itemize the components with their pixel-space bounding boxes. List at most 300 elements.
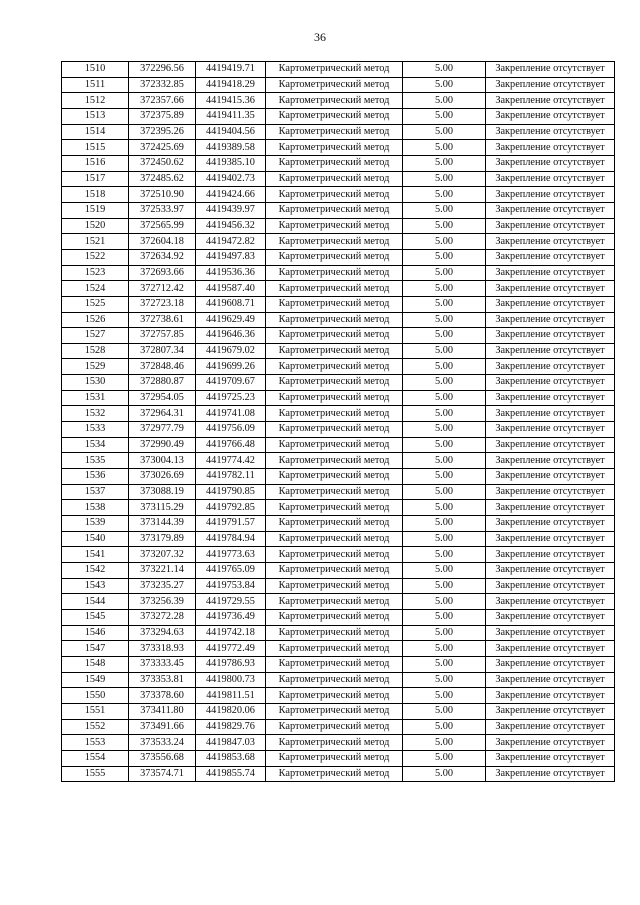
method-cell: Картометрический метод (266, 641, 403, 657)
point-number-cell: 1542 (62, 563, 129, 579)
y-coordinate-cell: 4419418.29 (196, 77, 266, 93)
point-number-cell: 1512 (62, 93, 129, 109)
table-row (62, 343, 615, 359)
accuracy-cell: 5.00 (403, 422, 486, 438)
accuracy-cell: 5.00 (403, 719, 486, 735)
accuracy-cell: 5.00 (403, 672, 486, 688)
point-number-cell: 1540 (62, 531, 129, 547)
method-cell: Картометрический метод (266, 281, 403, 297)
x-coordinate-cell: 373294.63 (129, 625, 196, 641)
method-cell: Картометрический метод (266, 265, 403, 281)
fixation-cell: Закрепление отсутствует (486, 547, 615, 563)
table-row (62, 735, 615, 751)
method-cell: Картометрический метод (266, 93, 403, 109)
accuracy-cell: 5.00 (403, 375, 486, 391)
table-row (62, 453, 615, 469)
point-number-cell: 1516 (62, 155, 129, 171)
method-cell: Картометрический метод (266, 202, 403, 218)
method-cell: Картометрический метод (266, 516, 403, 532)
fixation-cell: Закрепление отсутствует (486, 187, 615, 203)
fixation-cell: Закрепление отсутствует (486, 750, 615, 766)
x-coordinate-cell: 372357.66 (129, 93, 196, 109)
table-row (62, 641, 615, 657)
fixation-cell: Закрепление отсутствует (486, 719, 615, 735)
fixation-cell: Закрепление отсутствует (486, 484, 615, 500)
table-row (62, 296, 615, 312)
point-number-cell: 1550 (62, 688, 129, 704)
x-coordinate-cell: 373207.32 (129, 547, 196, 563)
method-cell: Картометрический метод (266, 155, 403, 171)
point-number-cell: 1529 (62, 359, 129, 375)
y-coordinate-cell: 4419786.93 (196, 656, 266, 672)
point-number-cell: 1526 (62, 312, 129, 328)
method-cell: Картометрический метод (266, 531, 403, 547)
table-row (62, 328, 615, 344)
method-cell: Картометрический метод (266, 688, 403, 704)
accuracy-cell: 5.00 (403, 359, 486, 375)
table-row (62, 93, 615, 109)
y-coordinate-cell: 4419536.36 (196, 265, 266, 281)
y-coordinate-cell: 4419419.71 (196, 62, 266, 78)
accuracy-cell: 5.00 (403, 656, 486, 672)
fixation-cell: Закрепление отсутствует (486, 62, 615, 78)
x-coordinate-cell: 372485.62 (129, 171, 196, 187)
table-row (62, 62, 615, 78)
point-number-cell: 1548 (62, 656, 129, 672)
table-row (62, 77, 615, 93)
accuracy-cell: 5.00 (403, 750, 486, 766)
method-cell: Картометрический метод (266, 484, 403, 500)
method-cell: Картометрический метод (266, 296, 403, 312)
fixation-cell: Закрепление отсутствует (486, 234, 615, 250)
table-row (62, 625, 615, 641)
accuracy-cell: 5.00 (403, 703, 486, 719)
y-coordinate-cell: 4419497.83 (196, 249, 266, 265)
y-coordinate-cell: 4419756.09 (196, 422, 266, 438)
method-cell: Картометрический метод (266, 343, 403, 359)
y-coordinate-cell: 4419385.10 (196, 155, 266, 171)
point-number-cell: 1543 (62, 578, 129, 594)
method-cell: Картометрический метод (266, 469, 403, 485)
y-coordinate-cell: 4419736.49 (196, 609, 266, 625)
accuracy-cell: 5.00 (403, 328, 486, 344)
method-cell: Картометрический метод (266, 500, 403, 516)
y-coordinate-cell: 4419784.94 (196, 531, 266, 547)
method-cell: Картометрический метод (266, 719, 403, 735)
x-coordinate-cell: 372450.62 (129, 155, 196, 171)
point-number-cell: 1541 (62, 547, 129, 563)
fixation-cell: Закрепление отсутствует (486, 453, 615, 469)
fixation-cell: Закрепление отсутствует (486, 249, 615, 265)
method-cell: Картометрический метод (266, 422, 403, 438)
x-coordinate-cell: 372375.89 (129, 108, 196, 124)
table-row (62, 688, 615, 704)
method-cell: Картометрический метод (266, 359, 403, 375)
y-coordinate-cell: 4419855.74 (196, 766, 266, 782)
table-row (62, 155, 615, 171)
method-cell: Картометрический метод (266, 140, 403, 156)
x-coordinate-cell: 372425.69 (129, 140, 196, 156)
table-row (62, 281, 615, 297)
method-cell: Картометрический метод (266, 77, 403, 93)
method-cell: Картометрический метод (266, 390, 403, 406)
fixation-cell: Закрепление отсутствует (486, 735, 615, 751)
point-number-cell: 1521 (62, 234, 129, 250)
x-coordinate-cell: 373115.29 (129, 500, 196, 516)
fixation-cell: Закрепление отсутствует (486, 594, 615, 610)
table-row (62, 578, 615, 594)
point-number-cell: 1515 (62, 140, 129, 156)
x-coordinate-cell: 372510.90 (129, 187, 196, 203)
fixation-cell: Закрепление отсутствует (486, 672, 615, 688)
fixation-cell: Закрепление отсутствует (486, 265, 615, 281)
method-cell: Картометрический метод (266, 453, 403, 469)
method-cell: Картометрический метод (266, 703, 403, 719)
y-coordinate-cell: 4419424.66 (196, 187, 266, 203)
table-row (62, 703, 615, 719)
x-coordinate-cell: 373144.39 (129, 516, 196, 532)
y-coordinate-cell: 4419646.36 (196, 328, 266, 344)
method-cell: Картометрический метод (266, 563, 403, 579)
method-cell: Картометрический метод (266, 218, 403, 234)
y-coordinate-cell: 4419389.58 (196, 140, 266, 156)
point-number-cell: 1546 (62, 625, 129, 641)
fixation-cell: Закрепление отсутствует (486, 328, 615, 344)
page-number: 36 (314, 30, 326, 44)
point-number-cell: 1520 (62, 218, 129, 234)
table-row (62, 672, 615, 688)
method-cell: Картометрический метод (266, 735, 403, 751)
point-number-cell: 1530 (62, 375, 129, 391)
method-cell: Картометрический метод (266, 108, 403, 124)
x-coordinate-cell: 373378.60 (129, 688, 196, 704)
fixation-cell: Закрепление отсутствует (486, 656, 615, 672)
table-row (62, 265, 615, 281)
y-coordinate-cell: 4419629.49 (196, 312, 266, 328)
table-row (62, 187, 615, 203)
accuracy-cell: 5.00 (403, 62, 486, 78)
fixation-cell: Закрепление отсутствует (486, 703, 615, 719)
accuracy-cell: 5.00 (403, 171, 486, 187)
y-coordinate-cell: 4419753.84 (196, 578, 266, 594)
accuracy-cell: 5.00 (403, 641, 486, 657)
table-row (62, 531, 615, 547)
accuracy-cell: 5.00 (403, 77, 486, 93)
fixation-cell: Закрепление отсутствует (486, 171, 615, 187)
y-coordinate-cell: 4419766.48 (196, 437, 266, 453)
x-coordinate-cell: 373179.89 (129, 531, 196, 547)
y-coordinate-cell: 4419790.85 (196, 484, 266, 500)
table-row (62, 719, 615, 735)
table-row (62, 437, 615, 453)
x-coordinate-cell: 372990.49 (129, 437, 196, 453)
fixation-cell: Закрепление отсутствует (486, 93, 615, 109)
accuracy-cell: 5.00 (403, 625, 486, 641)
x-coordinate-cell: 373088.19 (129, 484, 196, 500)
point-number-cell: 1553 (62, 735, 129, 751)
x-coordinate-cell: 372723.18 (129, 296, 196, 312)
fixation-cell: Закрепление отсутствует (486, 641, 615, 657)
y-coordinate-cell: 4419829.76 (196, 719, 266, 735)
fixation-cell: Закрепление отсутствует (486, 124, 615, 140)
y-coordinate-cell: 4419404.56 (196, 124, 266, 140)
accuracy-cell: 5.00 (403, 406, 486, 422)
point-number-cell: 1554 (62, 750, 129, 766)
method-cell: Картометрический метод (266, 249, 403, 265)
x-coordinate-cell: 372848.46 (129, 359, 196, 375)
point-number-cell: 1534 (62, 437, 129, 453)
accuracy-cell: 5.00 (403, 234, 486, 250)
fixation-cell: Закрепление отсутствует (486, 343, 615, 359)
accuracy-cell: 5.00 (403, 437, 486, 453)
table-row (62, 656, 615, 672)
point-number-cell: 1517 (62, 171, 129, 187)
method-cell: Картометрический метод (266, 625, 403, 641)
y-coordinate-cell: 4419811.51 (196, 688, 266, 704)
table-row (62, 108, 615, 124)
point-number-cell: 1535 (62, 453, 129, 469)
y-coordinate-cell: 4419853.68 (196, 750, 266, 766)
fixation-cell: Закрепление отсутствует (486, 766, 615, 782)
point-number-cell: 1551 (62, 703, 129, 719)
x-coordinate-cell: 372296.56 (129, 62, 196, 78)
method-cell: Картометрический метод (266, 171, 403, 187)
x-coordinate-cell: 373026.69 (129, 469, 196, 485)
table-row (62, 547, 615, 563)
table-row (62, 484, 615, 500)
x-coordinate-cell: 372634.92 (129, 249, 196, 265)
y-coordinate-cell: 4419792.85 (196, 500, 266, 516)
point-number-cell: 1533 (62, 422, 129, 438)
method-cell: Картометрический метод (266, 766, 403, 782)
accuracy-cell: 5.00 (403, 766, 486, 782)
point-number-cell: 1537 (62, 484, 129, 500)
y-coordinate-cell: 4419742.18 (196, 625, 266, 641)
x-coordinate-cell: 372807.34 (129, 343, 196, 359)
fixation-cell: Закрепление отсутствует (486, 155, 615, 171)
point-number-cell: 1531 (62, 390, 129, 406)
accuracy-cell: 5.00 (403, 296, 486, 312)
x-coordinate-cell: 373221.14 (129, 563, 196, 579)
accuracy-cell: 5.00 (403, 735, 486, 751)
y-coordinate-cell: 4419765.09 (196, 563, 266, 579)
accuracy-cell: 5.00 (403, 453, 486, 469)
y-coordinate-cell: 4419729.55 (196, 594, 266, 610)
x-coordinate-cell: 373004.13 (129, 453, 196, 469)
point-number-cell: 1514 (62, 124, 129, 140)
point-number-cell: 1525 (62, 296, 129, 312)
point-number-cell: 1527 (62, 328, 129, 344)
table-row (62, 766, 615, 782)
table-row (62, 312, 615, 328)
x-coordinate-cell: 372693.66 (129, 265, 196, 281)
fixation-cell: Закрепление отсутствует (486, 625, 615, 641)
method-cell: Картометрический метод (266, 375, 403, 391)
y-coordinate-cell: 4419709.67 (196, 375, 266, 391)
table-row (62, 234, 615, 250)
y-coordinate-cell: 4419587.40 (196, 281, 266, 297)
fixation-cell: Закрепление отсутствует (486, 531, 615, 547)
accuracy-cell: 5.00 (403, 469, 486, 485)
table-row (62, 500, 615, 516)
x-coordinate-cell: 372880.87 (129, 375, 196, 391)
table-row (62, 124, 615, 140)
accuracy-cell: 5.00 (403, 187, 486, 203)
fixation-cell: Закрепление отсутствует (486, 77, 615, 93)
point-number-cell: 1544 (62, 594, 129, 610)
table-row (62, 469, 615, 485)
table-row (62, 594, 615, 610)
x-coordinate-cell: 372954.05 (129, 390, 196, 406)
y-coordinate-cell: 4419472.82 (196, 234, 266, 250)
x-coordinate-cell: 373556.68 (129, 750, 196, 766)
accuracy-cell: 5.00 (403, 390, 486, 406)
table-row (62, 202, 615, 218)
accuracy-cell: 5.00 (403, 312, 486, 328)
point-number-cell: 1545 (62, 609, 129, 625)
point-number-cell: 1524 (62, 281, 129, 297)
accuracy-cell: 5.00 (403, 124, 486, 140)
method-cell: Картометрический метод (266, 656, 403, 672)
fixation-cell: Закрепление отсутствует (486, 108, 615, 124)
method-cell: Картометрический метод (266, 62, 403, 78)
fixation-cell: Закрепление отсутствует (486, 375, 615, 391)
fixation-cell: Закрепление отсутствует (486, 469, 615, 485)
x-coordinate-cell: 373574.71 (129, 766, 196, 782)
accuracy-cell: 5.00 (403, 281, 486, 297)
x-coordinate-cell: 373533.24 (129, 735, 196, 751)
point-number-cell: 1518 (62, 187, 129, 203)
method-cell: Картометрический метод (266, 312, 403, 328)
x-coordinate-cell: 373333.45 (129, 656, 196, 672)
fixation-cell: Закрепление отсутствует (486, 296, 615, 312)
table-row (62, 171, 615, 187)
method-cell: Картометрический метод (266, 609, 403, 625)
y-coordinate-cell: 4419725.23 (196, 390, 266, 406)
table-row (62, 516, 615, 532)
fixation-cell: Закрепление отсутствует (486, 406, 615, 422)
fixation-cell: Закрепление отсутствует (486, 281, 615, 297)
x-coordinate-cell: 372738.61 (129, 312, 196, 328)
y-coordinate-cell: 4419772.49 (196, 641, 266, 657)
fixation-cell: Закрепление отсутствует (486, 218, 615, 234)
y-coordinate-cell: 4419741.08 (196, 406, 266, 422)
method-cell: Картометрический метод (266, 750, 403, 766)
x-coordinate-cell: 373411.80 (129, 703, 196, 719)
x-coordinate-cell: 372757.85 (129, 328, 196, 344)
method-cell: Картометрический метод (266, 547, 403, 563)
fixation-cell: Закрепление отсутствует (486, 422, 615, 438)
point-number-cell: 1510 (62, 62, 129, 78)
method-cell: Картометрический метод (266, 594, 403, 610)
x-coordinate-cell: 373491.66 (129, 719, 196, 735)
y-coordinate-cell: 4419774.42 (196, 453, 266, 469)
accuracy-cell: 5.00 (403, 688, 486, 704)
table-row (62, 375, 615, 391)
fixation-cell: Закрепление отсутствует (486, 359, 615, 375)
y-coordinate-cell: 4419608.71 (196, 296, 266, 312)
method-cell: Картометрический метод (266, 187, 403, 203)
x-coordinate-cell: 372977.79 (129, 422, 196, 438)
accuracy-cell: 5.00 (403, 108, 486, 124)
fixation-cell: Закрепление отсутствует (486, 609, 615, 625)
y-coordinate-cell: 4419402.73 (196, 171, 266, 187)
accuracy-cell: 5.00 (403, 547, 486, 563)
table-row (62, 563, 615, 579)
point-number-cell: 1539 (62, 516, 129, 532)
x-coordinate-cell: 372565.99 (129, 218, 196, 234)
y-coordinate-cell: 4419699.26 (196, 359, 266, 375)
x-coordinate-cell: 373272.28 (129, 609, 196, 625)
point-number-cell: 1538 (62, 500, 129, 516)
y-coordinate-cell: 4419679.02 (196, 343, 266, 359)
point-number-cell: 1532 (62, 406, 129, 422)
fixation-cell: Закрепление отсутствует (486, 202, 615, 218)
fixation-cell: Закрепление отсутствует (486, 688, 615, 704)
point-number-cell: 1522 (62, 249, 129, 265)
accuracy-cell: 5.00 (403, 93, 486, 109)
coordinates-table (61, 61, 615, 782)
y-coordinate-cell: 4419439.97 (196, 202, 266, 218)
x-coordinate-cell: 372964.31 (129, 406, 196, 422)
method-cell: Картометрический метод (266, 234, 403, 250)
x-coordinate-cell: 373256.39 (129, 594, 196, 610)
point-number-cell: 1513 (62, 108, 129, 124)
y-coordinate-cell: 4419415.36 (196, 93, 266, 109)
accuracy-cell: 5.00 (403, 500, 486, 516)
accuracy-cell: 5.00 (403, 249, 486, 265)
method-cell: Картометрический метод (266, 672, 403, 688)
y-coordinate-cell: 4419847.03 (196, 735, 266, 751)
table-row (62, 218, 615, 234)
point-number-cell: 1555 (62, 766, 129, 782)
x-coordinate-cell: 372604.18 (129, 234, 196, 250)
point-number-cell: 1528 (62, 343, 129, 359)
point-number-cell: 1547 (62, 641, 129, 657)
x-coordinate-cell: 372712.42 (129, 281, 196, 297)
x-coordinate-cell: 373318.93 (129, 641, 196, 657)
accuracy-cell: 5.00 (403, 484, 486, 500)
point-number-cell: 1523 (62, 265, 129, 281)
method-cell: Картометрический метод (266, 578, 403, 594)
table-body (62, 62, 615, 782)
point-number-cell: 1511 (62, 77, 129, 93)
fixation-cell: Закрепление отсутствует (486, 516, 615, 532)
y-coordinate-cell: 4419411.35 (196, 108, 266, 124)
table-row (62, 406, 615, 422)
x-coordinate-cell: 373235.27 (129, 578, 196, 594)
x-coordinate-cell: 372395.26 (129, 124, 196, 140)
table-row (62, 140, 615, 156)
table-row (62, 390, 615, 406)
fixation-cell: Закрепление отсутствует (486, 140, 615, 156)
table-row (62, 750, 615, 766)
x-coordinate-cell: 373353.81 (129, 672, 196, 688)
fixation-cell: Закрепление отсутствует (486, 390, 615, 406)
fixation-cell: Закрепление отсутствует (486, 437, 615, 453)
accuracy-cell: 5.00 (403, 516, 486, 532)
accuracy-cell: 5.00 (403, 155, 486, 171)
table-row (62, 422, 615, 438)
accuracy-cell: 5.00 (403, 578, 486, 594)
fixation-cell: Закрепление отсутствует (486, 312, 615, 328)
y-coordinate-cell: 4419773.63 (196, 547, 266, 563)
x-coordinate-cell: 372533.97 (129, 202, 196, 218)
x-coordinate-cell: 372332.85 (129, 77, 196, 93)
fixation-cell: Закрепление отсутствует (486, 563, 615, 579)
accuracy-cell: 5.00 (403, 218, 486, 234)
fixation-cell: Закрепление отсутствует (486, 578, 615, 594)
